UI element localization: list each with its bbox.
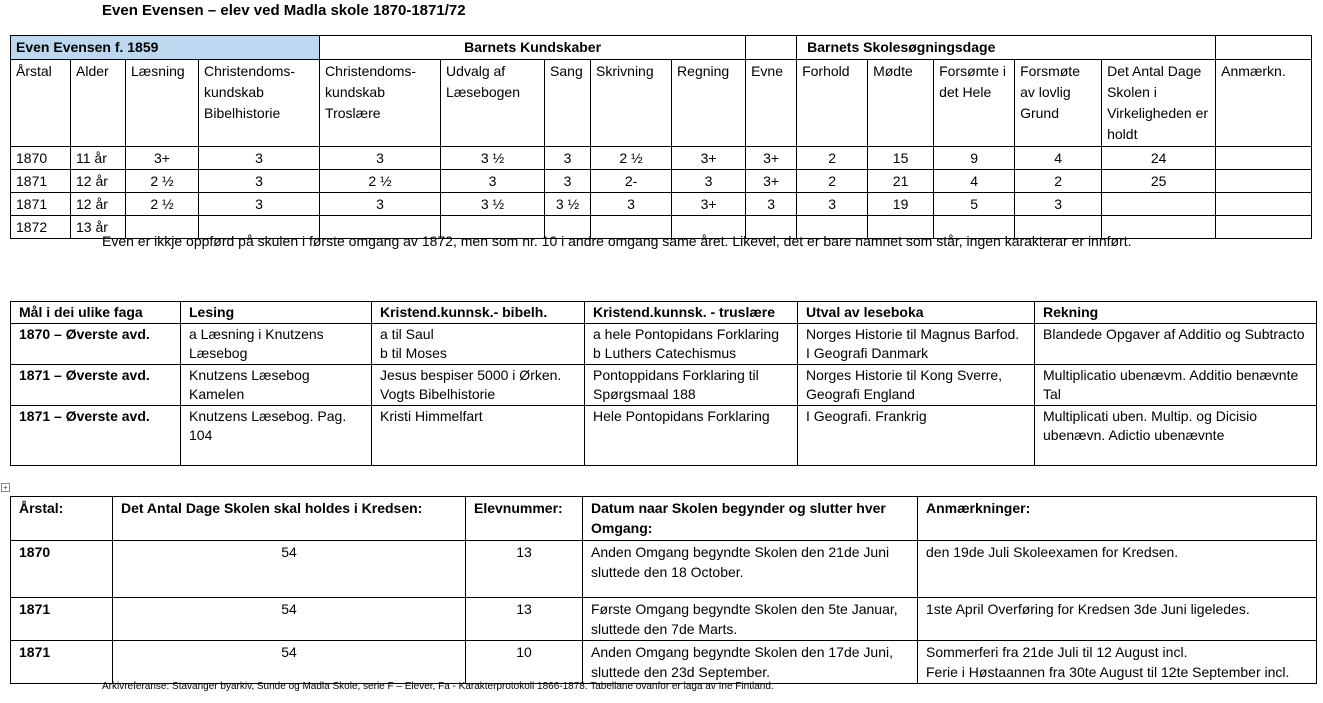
table-cell: Blandede Opgaver af Additio og Subtracto bbox=[1035, 324, 1317, 365]
table-row bbox=[11, 170, 1312, 193]
table-cell: 1871 bbox=[11, 170, 71, 193]
table-row bbox=[11, 541, 1317, 598]
table-cell bbox=[1102, 193, 1216, 216]
table-cell: 3+ bbox=[672, 147, 746, 170]
column-header: Christendoms-kundskab Troslære bbox=[320, 60, 441, 147]
table-cell: 2 ½ bbox=[591, 147, 672, 170]
table-cell bbox=[1216, 147, 1312, 170]
grades-table bbox=[10, 35, 1312, 239]
table-cell: Knutzens Læsebog. Pag. 104 bbox=[181, 406, 372, 466]
table-cell bbox=[1216, 193, 1312, 216]
table-cell: 2 bbox=[797, 147, 868, 170]
table-cell: 1871 – Øverste avd. bbox=[11, 365, 181, 406]
table-cell: 12 år bbox=[71, 170, 126, 193]
table-cell: 15 bbox=[868, 147, 934, 170]
table-cell: 3 bbox=[746, 193, 797, 216]
table-cell: 2 ½ bbox=[320, 170, 441, 193]
column-header: Det Antal Dage Skolen skal holdes i Kredsen: bbox=[113, 497, 466, 541]
table-row bbox=[11, 147, 1312, 170]
column-header: Forhold bbox=[797, 60, 868, 147]
table-cell: 11 år bbox=[71, 147, 126, 170]
table-cell: 3 bbox=[441, 170, 545, 193]
table-cell: 54 bbox=[113, 541, 466, 598]
table-cell: Anden Omgang begyndte Skolen den 21de Juni sluttede den 18 October. bbox=[583, 541, 918, 598]
table-cell bbox=[1216, 170, 1312, 193]
table-cell: Norges Historie til Magnus Barfod. I Geografi Danmark bbox=[798, 324, 1035, 365]
column-header: Regning bbox=[672, 60, 746, 147]
table-cell: 24 bbox=[1102, 147, 1216, 170]
table-cell: 21 bbox=[868, 170, 934, 193]
table-cell: 3 bbox=[797, 193, 868, 216]
column-header: Christendoms-kundskab Bibelhistorie bbox=[199, 60, 320, 147]
blank-header-cell bbox=[1216, 36, 1312, 60]
table-cell: 3 bbox=[591, 193, 672, 216]
table-cell: 19 bbox=[868, 193, 934, 216]
archive-reference: Arkivreferanse: Stavanger byarkiv, Sunde og Madla Skole, serie F – Elever, Fa - Karakterprotokoll 1866-1878. Tabellane ovanfor er laga av Ine Fintland. bbox=[102, 681, 774, 692]
column-header: Det Antal Dage Skolen i Virkeligheden er holdt bbox=[1102, 60, 1216, 147]
table-cell: 1ste April Overføring for Kredsen 3de Juni ligeledes. bbox=[918, 598, 1317, 641]
table-cell: 3 ½ bbox=[441, 193, 545, 216]
column-header: Årstal: bbox=[11, 497, 113, 541]
table-cell: 3 bbox=[545, 170, 591, 193]
table-cell: 2 ½ bbox=[126, 170, 199, 193]
table-cell: Kristi Himmelfart bbox=[372, 406, 585, 466]
table-cell: 1871 bbox=[11, 641, 113, 684]
table-cell: 3 bbox=[320, 147, 441, 170]
attendance-group-header: Barnets Skolesøgningsdage bbox=[797, 36, 1216, 60]
table-cell: 13 bbox=[466, 541, 583, 598]
blank-header-cell bbox=[746, 36, 797, 60]
table-cell: Anden Omgang begyndte Skolen den 17de Juni, sluttede den 23d September. bbox=[583, 641, 918, 684]
table-cell: 12 år bbox=[71, 193, 126, 216]
table-row bbox=[11, 641, 1317, 684]
table-cell: 54 bbox=[113, 598, 466, 641]
column-header: Årstal bbox=[11, 60, 71, 147]
table-row bbox=[11, 406, 1317, 466]
table-cell: 1871 bbox=[11, 193, 71, 216]
table-cell: 3 bbox=[199, 170, 320, 193]
column-header: Alder bbox=[71, 60, 126, 147]
column-header: Anmærkninger: bbox=[918, 497, 1317, 541]
column-header: Lesing bbox=[181, 302, 372, 324]
table-cell: a til Saul b til Moses bbox=[372, 324, 585, 365]
table-cell: 3 ½ bbox=[545, 193, 591, 216]
move-anchor-icon[interactable]: + bbox=[1, 483, 10, 492]
column-header: Elevnummer: bbox=[466, 497, 583, 541]
table-cell: 2 bbox=[797, 170, 868, 193]
table-cell: 2 ½ bbox=[126, 193, 199, 216]
table-cell: a hele Pontopidans Forklaring b Luthers Catechismus bbox=[585, 324, 798, 365]
table-cell: 1871 – Øverste avd. bbox=[11, 406, 181, 466]
table-cell: 3+ bbox=[746, 170, 797, 193]
table-cell bbox=[1216, 216, 1312, 239]
table-cell: 3+ bbox=[746, 147, 797, 170]
table-cell: 2 bbox=[1015, 170, 1102, 193]
table-cell: Multiplicati uben. Multip. og Dicisio ubenævn. Adictio ubenævnte bbox=[1035, 406, 1317, 466]
table-row bbox=[11, 193, 1312, 216]
table-cell: a Læsning i Knutzens Læsebog bbox=[181, 324, 372, 365]
table-cell: 10 bbox=[466, 641, 583, 684]
table-cell: Hele Pontopidans Forklaring bbox=[585, 406, 798, 466]
table-cell: Norges Historie til Kong Sverre, Geografi England bbox=[798, 365, 1035, 406]
knowledge-group-header: Barnets Kundskaber bbox=[320, 36, 746, 60]
table-cell: 2- bbox=[591, 170, 672, 193]
column-header: Evne bbox=[746, 60, 797, 147]
table-cell: 3 ½ bbox=[441, 147, 545, 170]
table-cell: 13 år bbox=[71, 216, 126, 239]
column-header: Mødte bbox=[868, 60, 934, 147]
table-cell: Første Omgang begyndte Skolen den 5te Januar, sluttede den 7de Marts. bbox=[583, 598, 918, 641]
column-header: Skrivning bbox=[591, 60, 672, 147]
table-cell: I Geografi. Frankrig bbox=[798, 406, 1035, 466]
table-cell: 4 bbox=[1015, 147, 1102, 170]
table-cell: Jesus bespiser 5000 i Ørken. Vogts Bibelhistorie bbox=[372, 365, 585, 406]
school-sessions-table bbox=[10, 496, 1317, 684]
table-cell: Knutzens Læsebog Kamelen bbox=[181, 365, 372, 406]
table-cell: Sommerferi fra 21de Juli til 12 August incl. Ferie i Høstaannen fra 30te August til 12te September incl. bbox=[918, 641, 1317, 684]
table-cell: 3+ bbox=[126, 147, 199, 170]
table-cell: Pontoppidans Forklaring til Spørgsmaal 188 bbox=[585, 365, 798, 406]
column-header: Datum naar Skolen begynder og slutter hver Omgang: bbox=[583, 497, 918, 541]
table-row bbox=[11, 598, 1317, 641]
table-cell: 3 bbox=[672, 170, 746, 193]
column-header: Utval av leseboka bbox=[798, 302, 1035, 324]
table-cell: 1872 bbox=[11, 216, 71, 239]
table-cell: 3 bbox=[545, 147, 591, 170]
column-header: Forsmøte av lovlig Grund bbox=[1015, 60, 1102, 147]
enrollment-note: Even er ikkje oppførd på skulen i første omgang av 1872, men som nr. 10 i andre omgang same året. Likevel, det er bare namnet som står, ingen karakterar er innført. bbox=[102, 233, 1132, 249]
column-header: Anmærkn. bbox=[1216, 60, 1312, 147]
table-row bbox=[11, 365, 1317, 406]
column-header: Kristend.kunnsk.- bibelh. bbox=[372, 302, 585, 324]
table-cell: 3 bbox=[320, 193, 441, 216]
table-cell: 1871 bbox=[11, 598, 113, 641]
table-cell: 5 bbox=[934, 193, 1015, 216]
table-row bbox=[11, 324, 1317, 365]
table-cell: 9 bbox=[934, 147, 1015, 170]
table-cell: 1870 bbox=[11, 541, 113, 598]
table-cell: 3 bbox=[1015, 193, 1102, 216]
subject-goals-table bbox=[10, 301, 1317, 466]
column-header: Udvalg af Læsebogen bbox=[441, 60, 545, 147]
column-header: Forsømte i det Hele bbox=[934, 60, 1015, 147]
table-cell: 3 bbox=[199, 147, 320, 170]
student-name-header: Even Evensen f. 1859 bbox=[11, 36, 320, 60]
table-cell: 1870 – Øverste avd. bbox=[11, 324, 181, 365]
column-header: Mål i dei ulike faga bbox=[11, 302, 181, 324]
column-header: Rekning bbox=[1035, 302, 1317, 324]
column-header: Sang bbox=[545, 60, 591, 147]
table-cell: 13 bbox=[466, 598, 583, 641]
table-cell: 3+ bbox=[672, 193, 746, 216]
table-cell: 25 bbox=[1102, 170, 1216, 193]
table-cell: 54 bbox=[113, 641, 466, 684]
table-cell: 3 bbox=[199, 193, 320, 216]
column-header: Læsning bbox=[126, 60, 199, 147]
column-header: Kristend.kunnsk. - truslære bbox=[585, 302, 798, 324]
table-cell: 4 bbox=[934, 170, 1015, 193]
table-cell: den 19de Juli Skoleexamen for Kredsen. bbox=[918, 541, 1317, 598]
page-title: Even Evensen – elev ved Madla skole 1870-1871/72 bbox=[102, 2, 466, 19]
table-cell: Multiplicatio ubenævm. Additio benævnte Tal bbox=[1035, 365, 1317, 406]
table-cell: 1870 bbox=[11, 147, 71, 170]
